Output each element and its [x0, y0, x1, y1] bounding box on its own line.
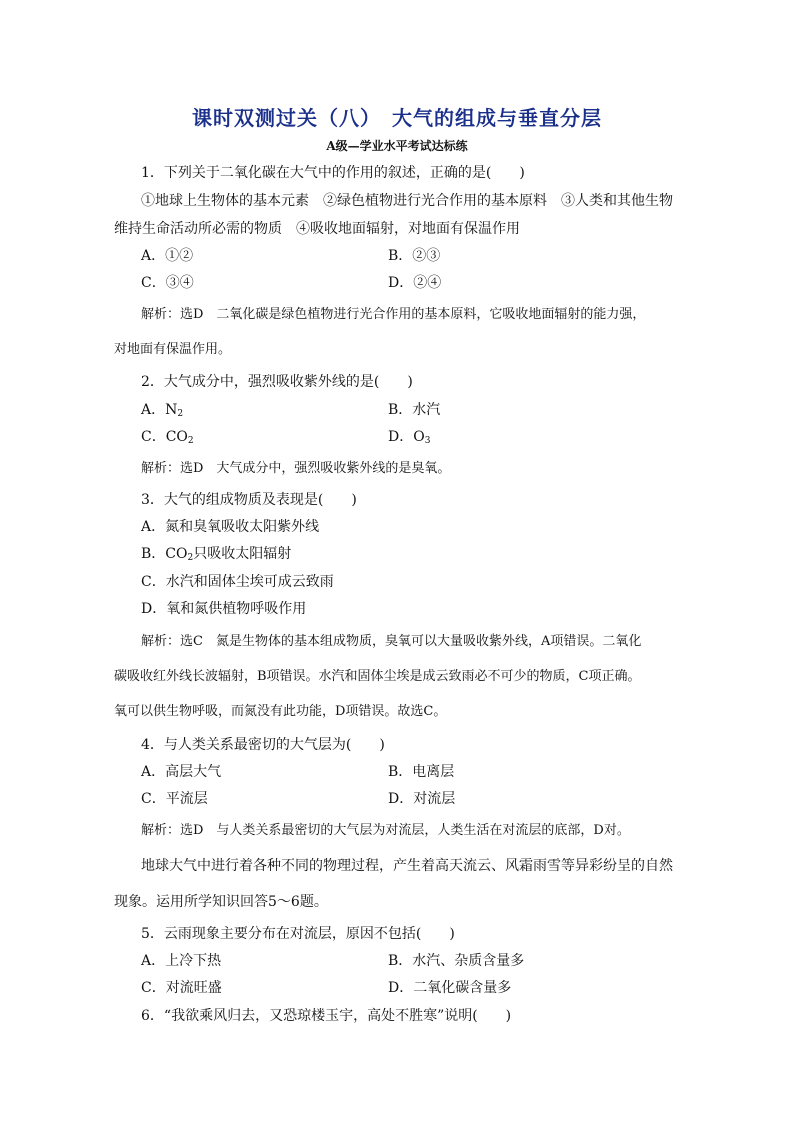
q3-explanation-line1: 解析：选C 氮是生物体的基本组成物质，臭氧可以大量吸收紫外线，A项错误。二氧化: [141, 634, 642, 649]
q5-option-d: D．二氧化碳含量多: [388, 980, 512, 996]
q1-option-c: C．③④: [141, 275, 194, 291]
q2-option-d-sub: 3: [424, 436, 431, 446]
q2-option-b: B．水汽: [388, 402, 441, 418]
q2-option-c: [141, 427, 194, 451]
q4-option-b: B．电离层: [388, 764, 455, 780]
q2-stem: 2．大气成分中，强烈吸收紫外线的是( ): [141, 374, 413, 390]
q5-option-b: B．水汽、杂质含量多: [388, 953, 525, 969]
q2-option-a-sub: 2: [177, 409, 184, 419]
q3-explanation-line2: 碳吸收红外线长波辐射，B项错误。水汽和固体尘埃是成云致雨必不可少的物质，C项正确。: [114, 669, 641, 684]
q1-explanation-line2: 对地面有保温作用。: [114, 342, 232, 357]
page-title: 课时双测过关（八） 大气的组成与垂直分层: [192, 106, 602, 130]
q5-stem: 5．云雨现象主要分布在对流层，原因不包括( ): [141, 926, 455, 942]
q3-option-a: A．氮和臭氧吸收太阳紫外线: [141, 519, 320, 535]
q4-option-d: D．对流层: [388, 791, 456, 807]
q3-stem: 3．大气的组成物质及表现是( ): [141, 492, 357, 508]
page-subtitle: A级—学业水平考试达标练: [326, 139, 468, 153]
q2-option-d-text: D．O: [388, 429, 425, 445]
q4-explanation: 解析：选D 与人类关系最密切的大气层为对流层，人类生活在对流层的底部，D对。: [141, 823, 630, 838]
q3-option-c: C．水汽和固体尘埃可成云致雨: [141, 574, 334, 590]
q1-option-b: B．②③: [388, 248, 441, 264]
q1-option-a: A．①②: [141, 248, 194, 264]
q2-option-a-text: A．N: [141, 402, 178, 418]
q5-option-c: C．对流旺盛: [141, 980, 222, 996]
passage-line1: 地球大气中进行着各种不同的物理过程，产生着高天流云、风霜雨雪等异彩纷呈的自然: [141, 858, 673, 874]
q3-option-d: D．氧和氮供植物呼吸作用: [141, 601, 307, 617]
q1-line2: 维持生命活动所必需的物质 ④吸收地面辐射，对地面有保温作用: [114, 221, 520, 237]
q2-explanation: 解析：选D 大气成分中，强烈吸收紫外线的是臭氧。: [141, 461, 451, 476]
q1-option-d: D．②④: [388, 275, 442, 291]
q5-option-a: A．上冷下热: [141, 953, 222, 969]
passage-line2: 现象。运用所学知识回答5～6题。: [114, 894, 328, 910]
q4-option-a: A．高层大气: [141, 764, 222, 780]
q3-explanation-line3: 氧可以供生物呼吸，而氮没有此功能，D项错误。故选C。: [114, 704, 447, 719]
q1-line1: ①地球上生物体的基本元素 ②绿色植物进行光合作用的基本原料 ③人类和其他生物: [141, 193, 673, 209]
q2-option-a: [141, 400, 183, 424]
q3-option-b-sub: 2: [187, 553, 194, 563]
q3-option-b: [141, 544, 291, 568]
q2-option-c-text: C．CO: [141, 429, 188, 445]
q3-option-b-text: B．CO: [141, 546, 188, 562]
q2-option-d: [388, 427, 430, 451]
q4-option-c: C．平流层: [141, 791, 208, 807]
q6-stem: 6．“我欲乘风归去，又恐琼楼玉宇，高处不胜寒”说明( ): [141, 1008, 512, 1024]
q1-explanation-line1: 解析：选D 二氧化碳是绿色植物进行光合作用的基本原料，它吸收地面辐射的能力强，: [141, 307, 646, 322]
q1-stem: 1．下列关于二氧化碳在大气中的作用的叙述，正确的是( ): [141, 165, 525, 181]
q2-option-c-sub: 2: [187, 436, 194, 446]
q4-stem: 4．与人类关系最密切的大气层为( ): [141, 737, 385, 753]
q3-option-b-post: 只吸收太阳辐射: [193, 546, 292, 562]
